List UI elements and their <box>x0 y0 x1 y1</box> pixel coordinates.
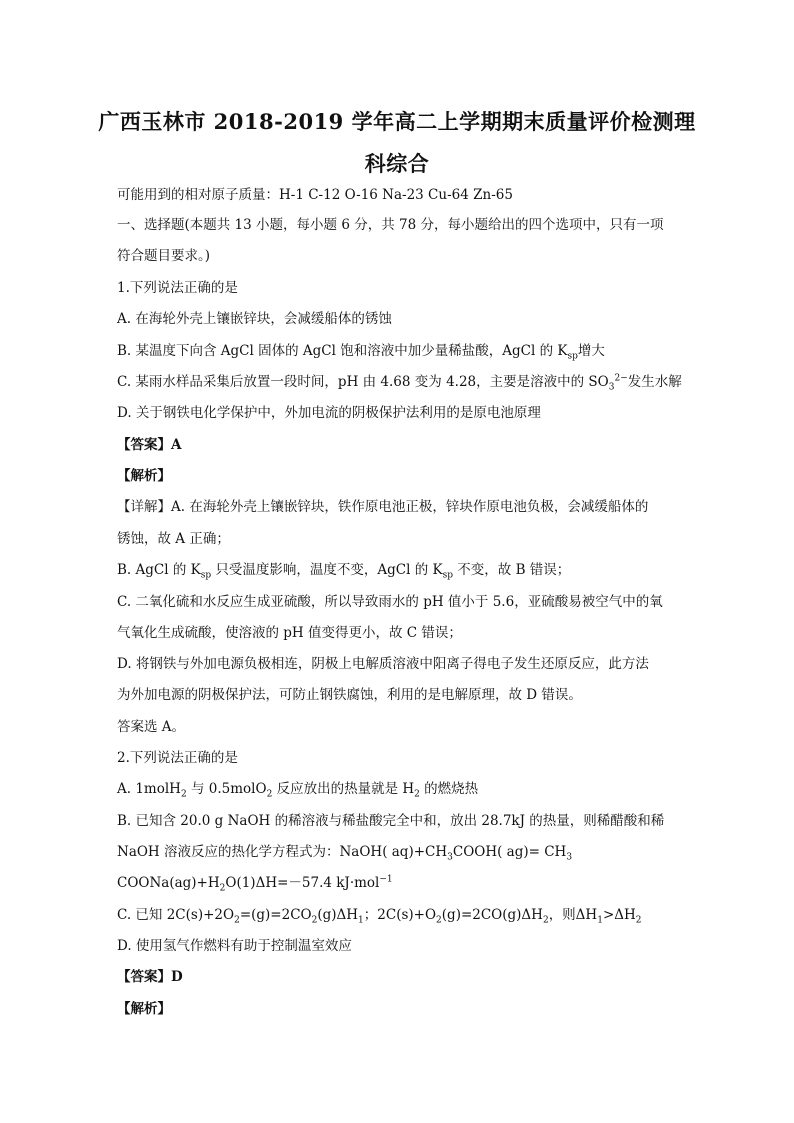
q1-detail-d-line1: D. 将钢铁与外加电源负极相连，阴极上电解质溶液中阳离子得电子发生还原反应，此方法 <box>117 656 649 672</box>
q1-analysis-label: 【解析】 <box>117 468 171 484</box>
q2-option-c: C. 已知 $2C(s)+2O_2=(g)=2CO_2(g)\Delta H_1$；$2C(s)+O_2(g)=2CO(g)\Delta H_2$，则$\Delta H_1>\Delta H_2$ <box>117 907 642 926</box>
q1-final-answer: 答案选 A。 <box>117 719 186 735</box>
section-heading-line1: 一、选择题(本题共 13 小题，每小题 6 分，共 78 分，每小题给出的四个选项中，只有一项 <box>117 217 664 233</box>
q2-option-b-line2: NaOH 溶液反应的热化学方程式为：NaOH( $aq)+CH_3COOH$( $ag)= CH_3$ <box>117 844 573 863</box>
document-title-line1: 广西玉林市 2018-2019 学年高二上学期期末质量评价检测理 <box>98 109 696 134</box>
q1-option-a: A. 在海轮外壳上镶嵌锌块，会减缓船体的锈蚀 <box>117 311 392 327</box>
q1-detail-a-line1: 【详解】A. 在海轮外壳上镶嵌锌块，铁作原电池正极，锌块作原电池负极，会减缓船体的 <box>117 499 649 515</box>
q1-stem: 1.下列说法正确的是 <box>117 280 238 296</box>
section-heading-line2: 符合题目要求。) <box>117 248 211 264</box>
document-title-line2: 科综合 <box>364 151 430 176</box>
q2-option-a: A. 1molH$_2$ 与 0.5molO$_2$ 反应放出的热量就是 $H_2$ 的燃烧热 <box>117 781 479 800</box>
q1-detail-b: B. AgCl 的 $K_{sp}$ 只受温度影响，温度不变，AgCl 的 $K_{sp}$ 不变，故 B 错误； <box>117 562 571 581</box>
q1-option-d: D. 关于钢铁电化学保护中，外加电流的阴极保护法利用的是原电池原理 <box>117 405 541 421</box>
q2-stem: 2.下列说法正确的是 <box>117 750 238 766</box>
q1-detail-c-line2: 气氧化生成硫酸，使溶液的 pH 值变得更小，故 C 错误； <box>117 625 462 641</box>
q1-answer: 【答案】A <box>117 437 182 453</box>
q1-option-c: C. 某雨水样品采集后放置一段时间，pH 由 4.68 变为 4.28，主要是溶液中的 $SO_3^{2-}$发生水解 <box>117 373 682 393</box>
atomic-mass-note: 可能用到的相对原子质量：H-1 C-12 O-16 Na-23 Cu-64 Zn-65 <box>117 187 513 203</box>
q1-option-b: B. 某温度下向含 AgCl 固体的 AgCl 饱和溶液中加少量稀盐酸，AgCl 的 $K_{sp}$增大 <box>117 343 605 362</box>
q1-detail-c-line1: C. 二氧化硫和水反应生成亚硫酸，所以导致雨水的 pH 值小于 5.6，亚硫酸易被空气中的氧 <box>117 594 663 610</box>
q1-detail-d-line2: 为外加电源的阴极保护法，可防止钢铁腐蚀，利用的是电解原理，故 D 错误。 <box>117 687 582 703</box>
q2-analysis-label: 【解析】 <box>117 1001 171 1017</box>
q2-option-b-line1: B. 已知含 20.0 g NaOH 的稀溶液与稀盐酸完全中和，放出 28.7kJ 的热量，则稀醋酸和稀 <box>117 813 665 829</box>
q1-detail-a-line2: 锈蚀，故 A 正确； <box>117 531 230 547</box>
q2-answer: 【答案】D <box>117 969 183 985</box>
q2-option-d: D. 使用氢气作燃料有助于控制温室效应 <box>117 938 352 954</box>
q2-option-b-line3: $COONa(ag)+H_2O(1)\Delta H=-57.4$ kJ·mol$^{-1}$ <box>117 874 393 894</box>
